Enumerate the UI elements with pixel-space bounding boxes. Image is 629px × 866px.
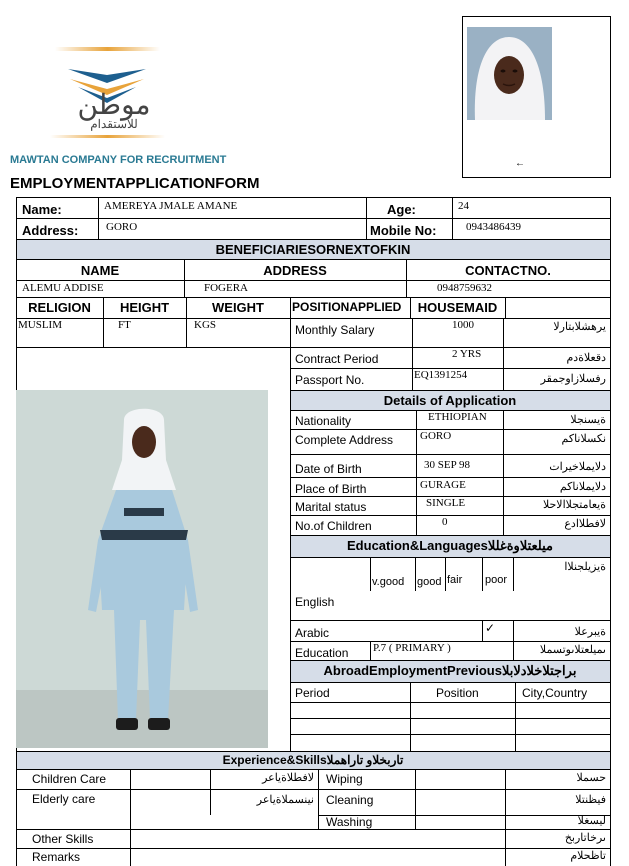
skill-wiping-arabic: حسملا [576,772,606,784]
logo-arabic-text: موطن [77,90,151,121]
applicant-full-photo [16,390,268,748]
skill-washing: Washing [326,815,373,829]
religion-value: MUSLIM [18,319,63,331]
applicant-mobile: 0943486439 [466,221,521,233]
abroad-col-city: City,Country [522,686,588,700]
applicant-address: GORO [106,221,138,233]
level-poor: poor [485,574,508,586]
skill-children-care: Children Care [32,772,107,786]
level-vgood: v.good [372,576,405,588]
arabic-arabic: ةيبرعلا [574,626,606,638]
height-label: HEIGHT [119,300,170,315]
abroad-col-position: Position [436,686,479,700]
skill-washing-arabic: ليسغلا [577,815,606,827]
position-label: POSITIONAPPLIED [292,300,402,314]
nationality-value: ETHIOPIAN [428,411,487,423]
passport-label: Passport No. [295,373,365,387]
education-heading: Education&Languagesميلعتلاوةغللا [347,538,553,553]
arabic-label: Arabic [295,626,330,640]
address-label: Address: [22,223,79,238]
kin-heading: BENEFICIARIESORNEXTOFKIN [215,242,411,257]
education-arabic: ىميلعتلاىوتسملا [539,644,606,656]
remarks-arabic: تاظحلام [570,850,606,862]
photo-caption: ← [515,158,525,169]
children-value: 0 [442,516,448,528]
applicant-portrait [467,27,552,120]
pob-label: Place of Birth [295,482,367,496]
company-name: MAWTAN COMPANY FOR RECRUITMENT [10,154,227,166]
other-skills-arabic: ىرخاتاربخ [564,832,606,844]
complete-address-label: Complete Address [295,433,394,447]
other-skills-label: Other Skills [32,832,94,846]
age-label: Age: [387,202,416,217]
kin-col-name: NAME [80,263,120,278]
contract-label: Contract Period [295,352,379,366]
dob-label: Date of Birth [295,462,362,476]
skill-elderly-care: Elderly care [32,792,96,806]
passport-arabic: رفسلازاوجمقر [540,373,606,385]
skill-wiping: Wiping [326,772,363,786]
arabic-check-icon: ✓ [485,621,496,635]
passport-value: EQ1391254 [414,369,468,381]
english-label: English [295,595,335,609]
form-title: EMPLOYMENTAPPLICATIONFORM [10,175,260,192]
children-arabic: لافطلاادع [564,518,606,530]
weight-value: KGS [194,319,217,331]
marital-value: SINGLE [426,497,466,509]
nationality-arabic: ةيسنجلا [570,414,606,426]
level-good: good [417,576,442,588]
applicant-age: 24 [458,200,469,212]
religion-label: RELIGION [28,300,91,315]
kin-col-address: ADDRESS [263,263,327,278]
education-value: P.7 ( PRIMARY ) [373,642,451,654]
english-arabic: ةيزيلجنلاا [564,561,606,573]
applicant-name: AMEREYA JMALE AMANE [104,200,238,212]
dob-value: 30 SEP 98 [424,459,471,471]
education-label: Education [295,646,349,660]
kin-col-contact: CONTACTNO. [465,263,551,278]
name-label: Name: [22,202,62,217]
pob-value: GURAGE [420,479,466,491]
skills-heading: Experience&Skillsتاربخلاو تاراهملا [222,753,404,767]
height-value: FT [118,319,131,331]
skill-elderly-care-arabic: نينسملاةياعر [256,794,314,806]
weight-label: WEIGHT [212,300,264,315]
skill-children-care-arabic: لافطلاةياعر [262,772,314,784]
details-heading: Details of Application [383,393,517,408]
level-fair: fair [447,574,463,586]
marital-arabic: ةيعامتجلاالاحلا [542,499,606,511]
contract-value: 2 YRS [452,348,482,360]
kin-contact: 0948759632 [437,282,492,294]
contract-arabic: دقعلاةدم [566,352,606,364]
abroad-heading: AbroadEmploymentPreviousبراجتلاخلادلابلا [323,663,577,678]
skill-cleaning: Cleaning [326,793,374,807]
kin-address: FOGERA [204,282,249,294]
marital-label: Marital status [295,500,367,514]
position-value: HOUSEMAID [417,300,498,315]
salary-arabic: يرهشلابتارلا [553,321,606,333]
dob-arabic: دلايملاخيرات [549,461,606,473]
salary-label: Monthly Salary [295,323,375,337]
children-label: No.of Children [295,519,372,533]
kin-name: ALEMU ADDISE [22,282,104,294]
complete-address-value: GORO [420,430,452,442]
salary-value: 1000 [452,319,474,331]
abroad-col-period: Period [295,686,330,700]
skill-cleaning-arabic: فيظنتلا [575,794,606,806]
nationality-label: Nationality [295,414,352,428]
remarks-label: Remarks [32,850,81,864]
photo-frame [462,16,611,178]
logo-arabic-subtext: للاستقدام [90,117,138,131]
complete-address-arabic: نكسلاناكم [561,433,606,445]
mobile-label: Mobile No: [370,223,437,238]
pob-arabic: دلايملاناكم [559,481,606,493]
